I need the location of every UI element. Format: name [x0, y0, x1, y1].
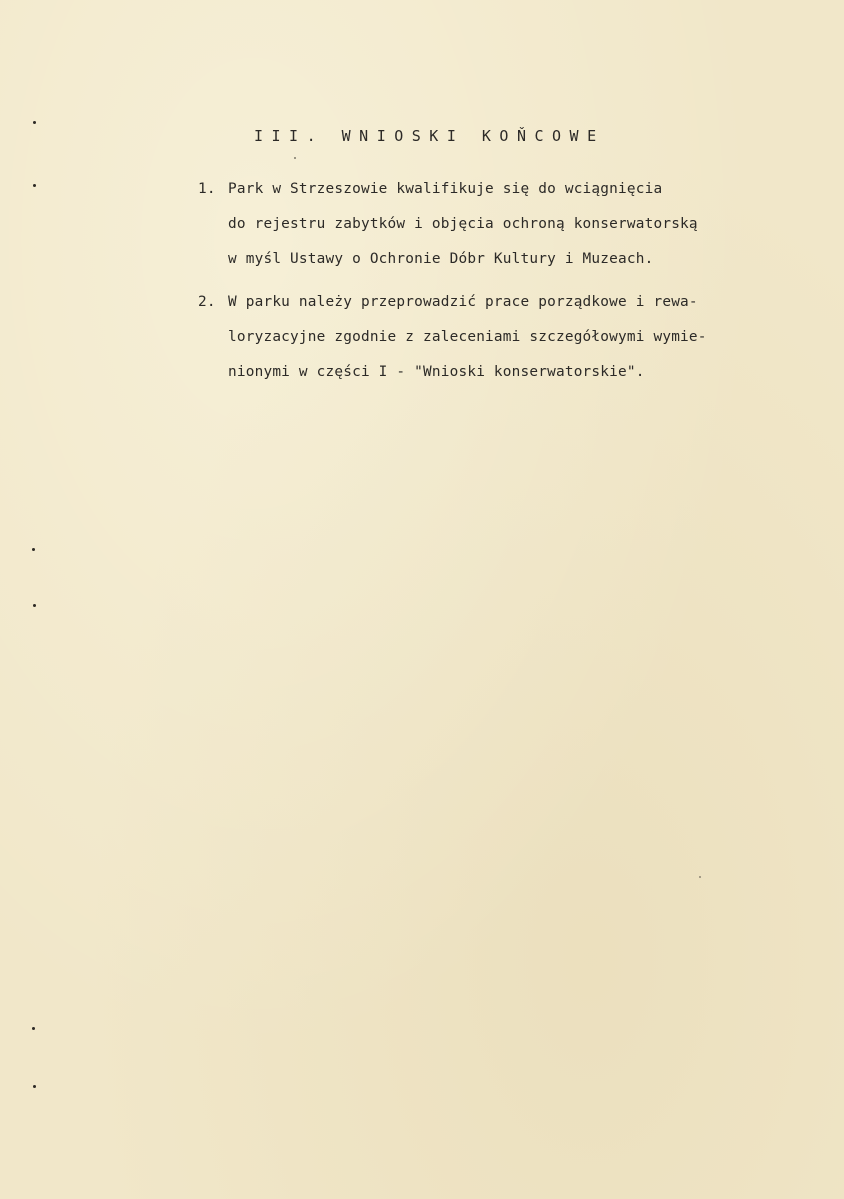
item-line: nionymi w części I - "Wnioski konserwatorskie". [228, 364, 645, 380]
scan-speck [33, 121, 36, 124]
item-number: 2. [198, 294, 216, 310]
item-number: 1. [198, 181, 216, 197]
scan-speck [33, 604, 36, 607]
conclusion-item-1 [198, 172, 798, 277]
item-line: loryzacyjne zgodnie z zaleceniami szczegółowymi wymie- [228, 329, 707, 345]
scan-speck [33, 1085, 36, 1088]
scan-speck [294, 157, 296, 159]
scan-speck [699, 876, 701, 878]
item-line: W parku należy przeprowadzić prace porządkowe i rewa- [228, 294, 698, 310]
scan-speck [32, 548, 35, 551]
section-heading: III. WNIOSKI KOŇCOWE [254, 127, 605, 145]
item-line: w myśl Ustawy o Ochronie Dóbr Kultury i Muzeach. [228, 251, 654, 267]
item-line: do rejestru zabytków i objęcia ochroną konserwatorską [228, 216, 698, 232]
conclusion-item-2 [198, 285, 798, 390]
scan-speck [32, 1027, 35, 1030]
item-line: Park w Strzeszowie kwalifikuje się do wciągnięcia [228, 181, 663, 197]
scan-speck [33, 184, 36, 187]
